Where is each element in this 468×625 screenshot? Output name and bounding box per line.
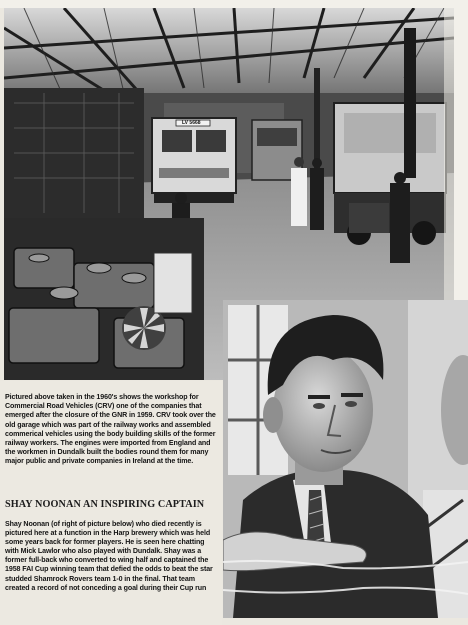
text-column — [0, 381, 222, 625]
top-edge — [0, 0, 468, 8]
man-portrait-photo — [223, 300, 468, 618]
portrait-photo — [223, 300, 468, 618]
truck-plate: LV 5668 — [182, 120, 201, 126]
right-edge — [454, 0, 468, 300]
article-headline: SHAY NOONAN AN INSPIRING CAPTAIN — [5, 499, 205, 510]
photo-caption: Pictured above taken in the 1960's shows the workshop for Commercial Road Vehicles (CRV) one of the companies that emerged after the closure of the GNR in 1959. CRV took over the old garage which was part of the railway works and assembled commerical vehicles using the body building skills of the former railway workers. The engines were imported from England and the workmen in Dundalk built the bodies round them for many major public and private companies in Ireland at the time. — [5, 393, 216, 466]
article-body: Shay Noonan (of right of picture below) who died recently is pictured here at a function in the Harp brewery which was held some years back for former players. He is seen here chatting with Mick Lawlor who also played with Dundalk. Shay was a former full-back who converted to wing half and captained the 1958 FAI Cup winning team that defied the odds to beat the star studded Shamrock Rovers team 1-0 in the final. That team created a record of not conceding a goal during their Cup run — [5, 520, 213, 592]
